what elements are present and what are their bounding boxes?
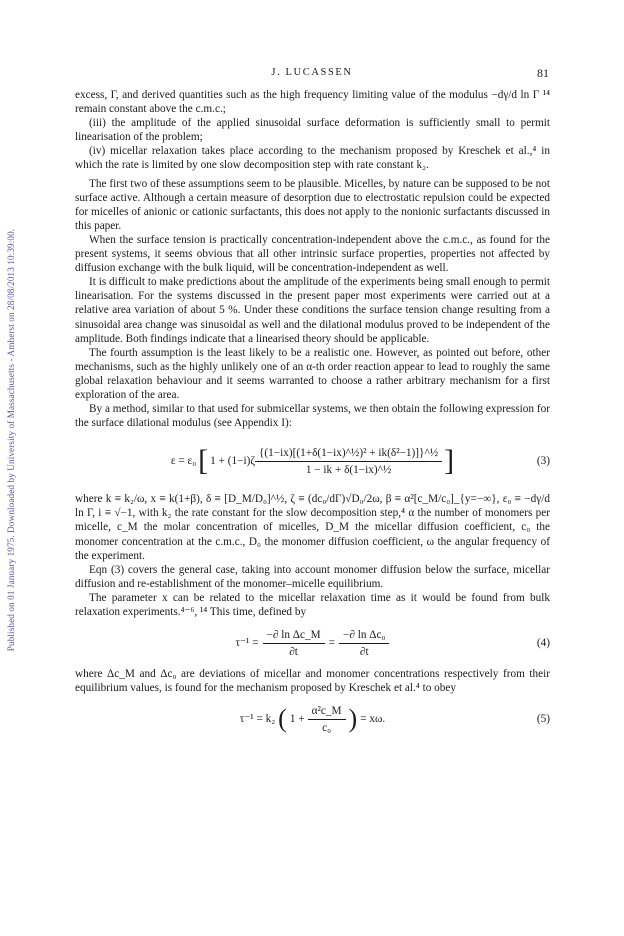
eq3-prefix: 1 + (1−i)ζ — [210, 455, 256, 468]
equation-4: τ⁻¹ = $\frac{\text{−∂ ln Δc\_M}}{\partial t}$ = $\frac{\text{−∂ ln Δc₀}}{\partial t}$ (4) — [235, 628, 550, 658]
eq5-lhs: τ⁻¹ = k₂ — [239, 713, 276, 726]
paragraph-4: The first two of these assumptions seem to be plausible. Micelles, by nature can be supposed to be not surface active. Although a certain measure of desorption due to electrostatic repulsion could be expected for micelles of anionic or cationic surfactants, this does not apply to the nonionic surfactants discussed in this paper. — [75, 177, 550, 232]
download-watermark-text: Published on 01 January 1975. Downloaded by University of Massachusetts - Amherst on 28/08/2013 10:39:00. — [6, 228, 16, 652]
eq3-denominator: 1 − ik + δ(1−ix)^½ — [305, 463, 392, 476]
eq3-number: (3) — [536, 455, 550, 468]
paragraph-8: By a method, similar to that used for submicellar systems, we then obtain the following expression for the surface dilational modulus (see Appendix I): — [75, 403, 550, 430]
running-title: J. LUCASSEN — [271, 67, 353, 78]
eq5-fraction: $\frac{\text{α²c\_M}}{\text{c₀}}$ — [308, 704, 346, 735]
eq3-fraction — [255, 446, 442, 477]
paragraph-6: It is difficult to make predictions about the amplitude of the experiments being small enough to permit linearisation. For the systems discussed in the present paper most experiments were carried out at a relative area variation of about 5 %. Under these conditions the surface tension change resulting from a sinusoidal area change was sinusoidal as well and the dilational modulus proved to be independent of the amplitude. Both findings indicate that a linearised theory should be applicable. — [75, 276, 550, 345]
paragraph-7: The fourth assumption is the least likely to be a realistic one. However, as pointed out before, other mechanisms, such as the highly unlikely one of an α-th order reaction appear to lead to roughly the same global relaxation behaviour and it seems warranted to choose a rather arbitrary mechanism for a first exploration of the area. — [75, 346, 550, 401]
eq4-number: (4) — [536, 637, 550, 650]
paragraph-11: The parameter x can be related to the micellar relaxation time as it would be found from bulk relaxation experiments.⁴⁻⁶, ¹⁴ This time, defined by — [75, 591, 550, 618]
eq4-fraction-1: $\frac{\text{−∂ ln Δc\_M}}{\partial t}$ — [263, 628, 325, 659]
eq3-numerator: {(1−ix)[(1+δ(1−ix)^½)² + ik(δ²−1)]}^½ — [255, 446, 442, 462]
paragraph-5: When the surface tension is practically concentration-independent above the c.m.c., as found for the present systems, it seems obvious that all other intrinsic surface properties, properties not affected by diffusion exchange with the bulk liquid, will be concentration-independent as well. — [75, 233, 550, 275]
equation-3: ε = ε₀ [ 1 + (1−i)ζ $\frac{\text{\{(1−ix)[(1+δ(1−ix)\textasciicircum{}½)² + ik(δ²−1)]\}\textasciicircum{}½}}{\text{1 − ik + δ(1−ix)\textasciicircum{}½}}$ ] (3) — [170, 444, 550, 478]
page-number: 81 — [537, 66, 549, 80]
equation-5: τ⁻¹ = k₂ ( 1 + $\frac{\text{α²c\_M}}{\text{c₀}}$ ) = xω. (5) — [239, 704, 550, 734]
eq4-fraction-2: $\frac{\text{−∂ ln Δc₀}}{\partial t}$ — [339, 628, 389, 659]
paragraph-12: where Δc_M and Δc₀ are deviations of micellar and monomer concentrations respectively from their equilibrium values, is found for the mechanism proposed by Kreschek et al.⁴ to obey — [75, 668, 550, 695]
eq4-lhs: τ⁻¹ = — [235, 637, 259, 650]
eq5-number: (5) — [536, 713, 550, 726]
eq3-lhs: ε = ε₀ — [170, 455, 197, 468]
paragraph-1: excess, Γ, and derived quantities such as the high frequency limiting value of the modulus −dγ/d ln Γ ¹⁴ remain constant above the c.m.c.; — [75, 89, 550, 116]
paragraph-9: where k ≡ k₂/ω, x ≡ k(1+β), δ ≡ [D_M/D₀]^½, ζ ≡ (dc₀/dΓ)√D₀/2ω, β ≡ α²[c_M/c₀]_{y=−∞}, ε₀ ≡ −dγ/d ln Γ, i ≡ √−1, with k₂ the rate constant for the slow decomposition step,⁴ α the number of monomers per micelle, c_M the molar concentration of micelles, D_M the micellar diffusion coefficient, c₀ the monomer concentration at the c.m.c., D₀ the monomer diffusion coefficient, ω the angular frequency of the experiment. — [75, 493, 550, 562]
download-watermark — [2, 40, 20, 840]
paragraph-10: Eqn (3) covers the general case, taking into account monomer diffusion below the surface, micellar diffusion and re-establishment of the monomer–micelle equilibrium. — [75, 563, 550, 590]
paragraph-3: (iv) micellar relaxation takes place according to the mechanism proposed by Kreschek et al.,⁴ in which the rate is limited by one slow decomposition step with rate constant k₂. — [75, 145, 550, 172]
article-body — [75, 88, 550, 743]
paragraph-2: (iii) the amplitude of the applied sinusoidal surface deformation is sufficiently small to permit linearisation of the problem; — [75, 117, 550, 144]
running-header — [0, 66, 624, 82]
